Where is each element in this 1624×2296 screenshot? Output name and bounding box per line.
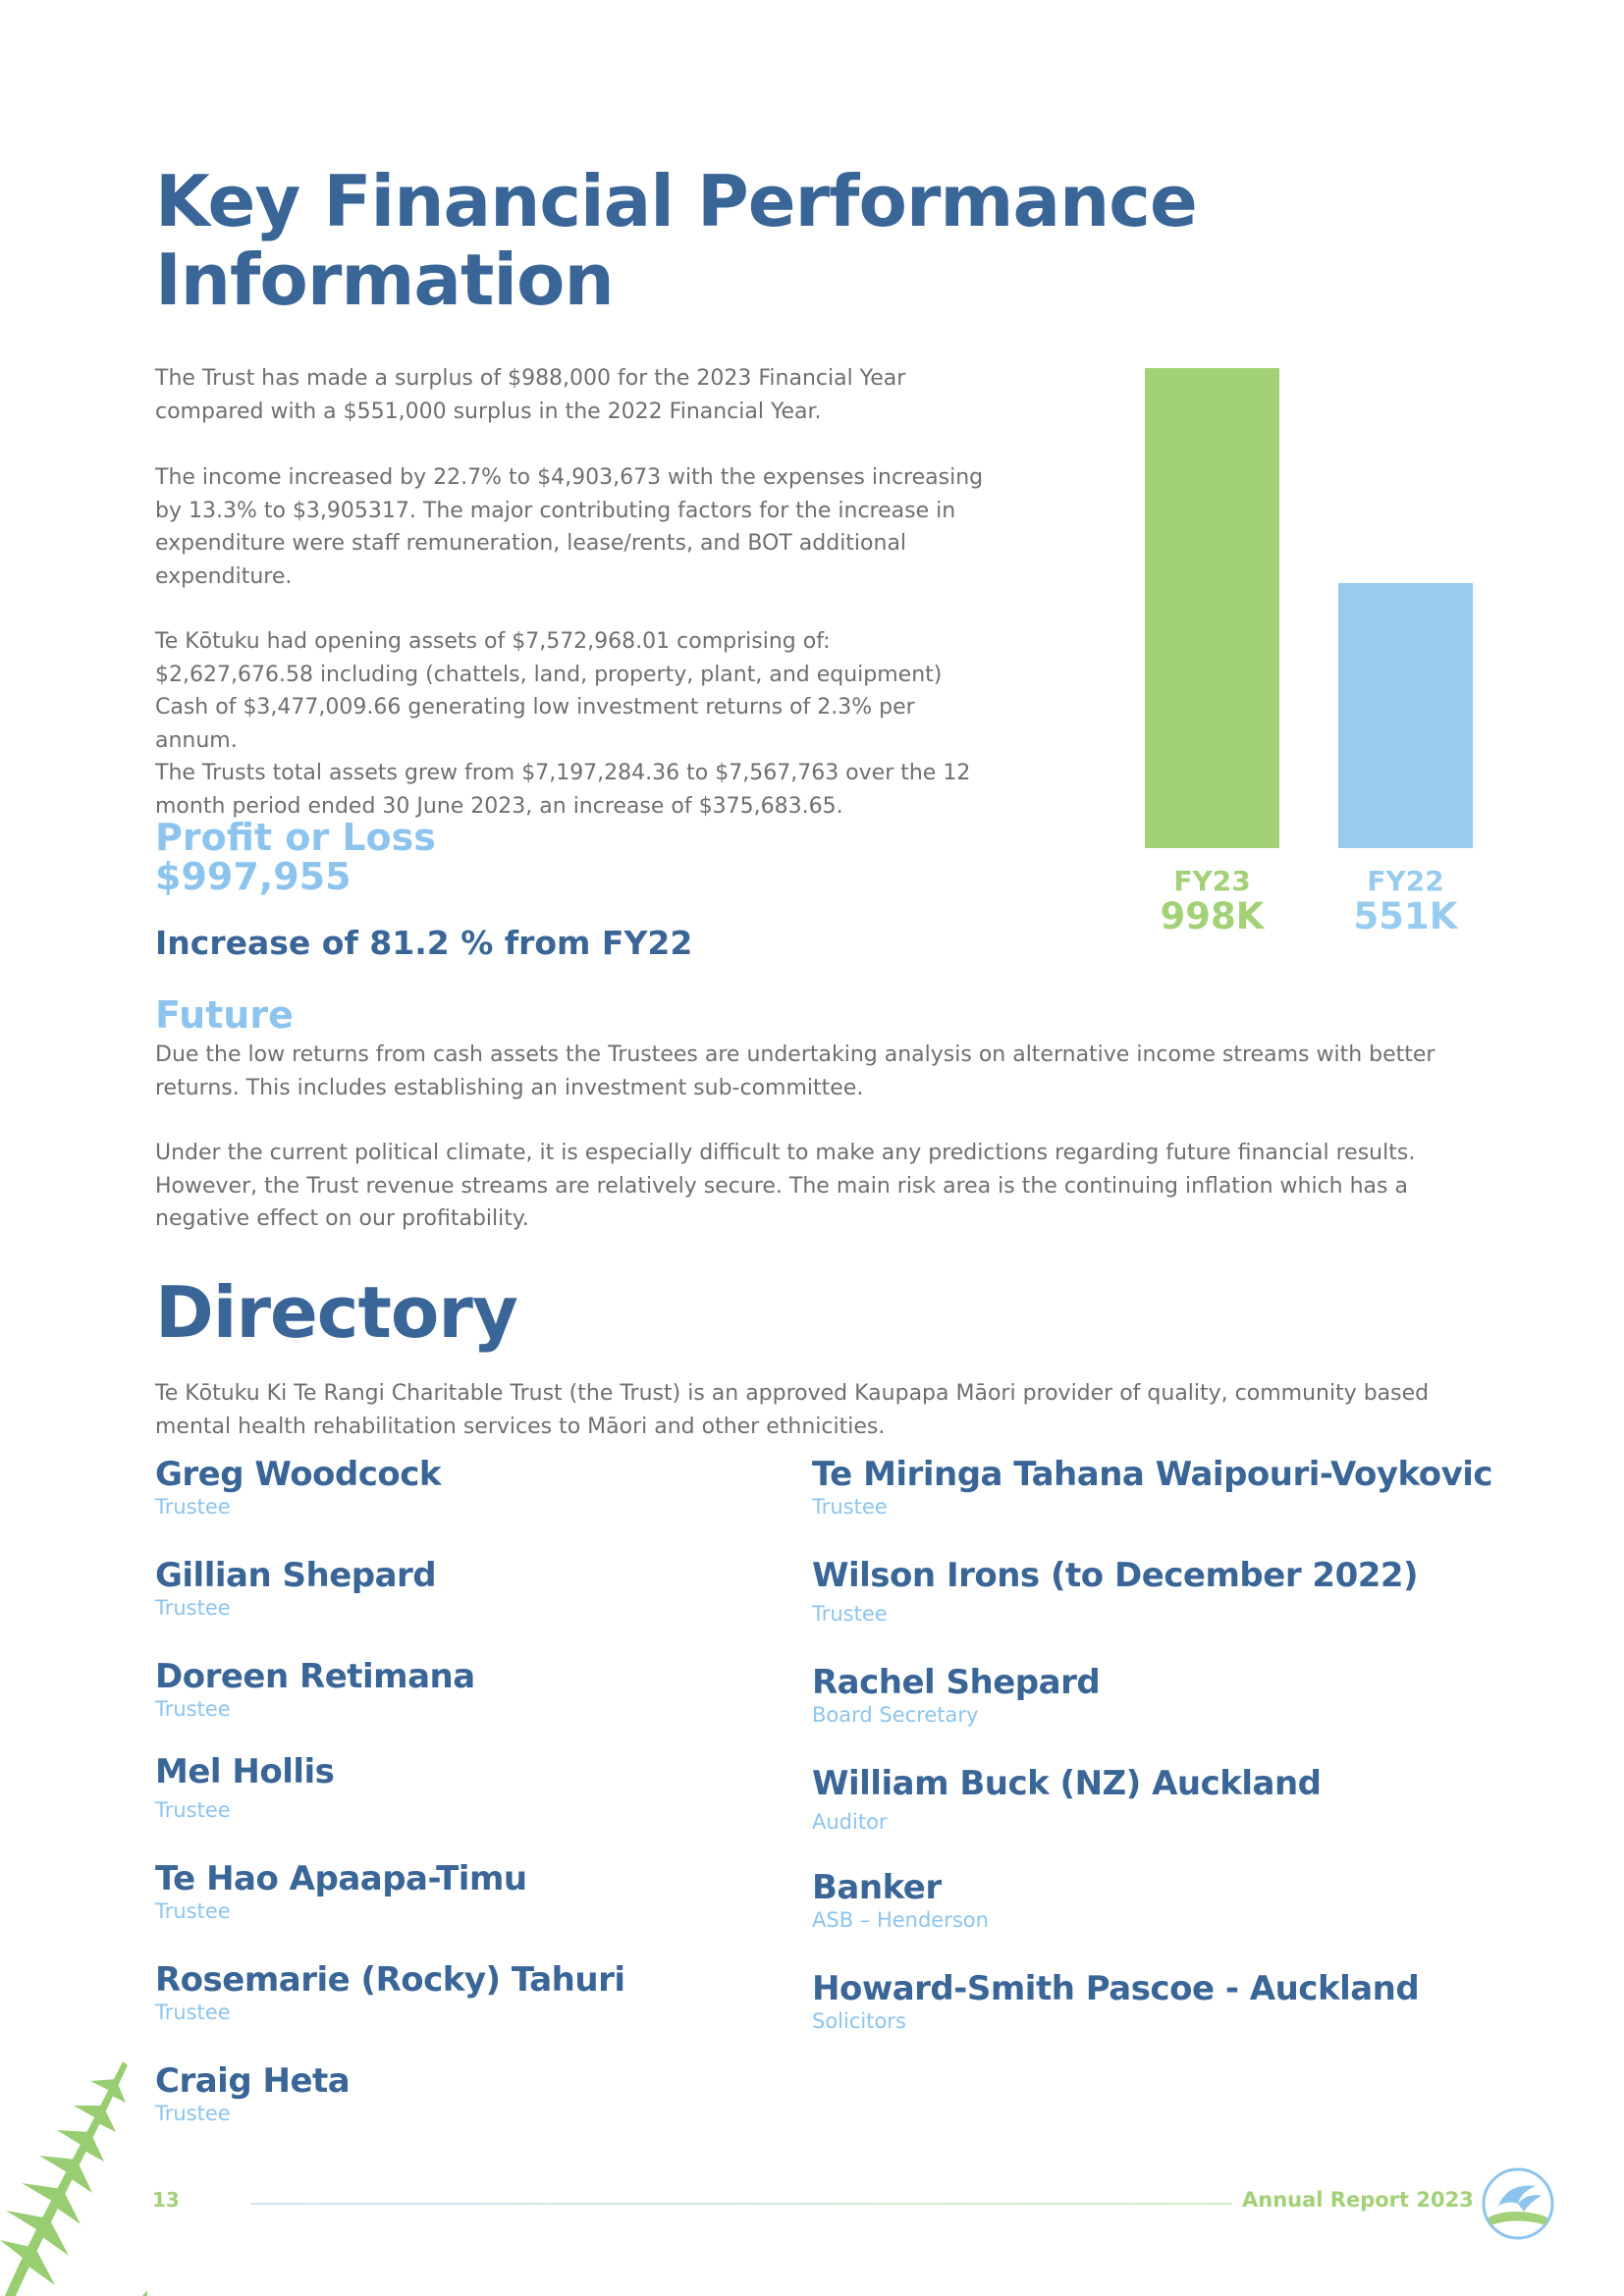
- footer-report-title: Annual Report 2023: [1242, 2188, 1474, 2212]
- directory-name: Rachel Shepard: [812, 1663, 1101, 1702]
- directory-entry: [812, 1764, 1322, 1835]
- fern-leaf-icon: [0, 2052, 147, 2296]
- intro-paragraph-1: The Trust has made a surplus of $988,000 for the 2023 Financial Year compared with a $551,000 surplus in the 2022 Financial Year.: [155, 366, 906, 424]
- directory-name: Banker: [812, 1868, 942, 1907]
- directory-name: Mel Hollis: [155, 1752, 335, 1791]
- directory-entry: [812, 1663, 1100, 1728]
- bar-fy22: [1338, 583, 1473, 848]
- directory-name: Te Hao Apaapa-Timu: [155, 1859, 527, 1898]
- directory-name: Wilson Irons (to December 2022): [812, 1556, 1419, 1595]
- directory-entry: [155, 1657, 475, 1722]
- directory-entry: [812, 1969, 1419, 2034]
- page-number: 13: [152, 2188, 180, 2212]
- directory-role: Trustee: [155, 2001, 231, 2024]
- intro-paragraph-3: Te Kōtuku had opening assets of $7,572,968.01 comprising of: $2,627,676.58 including (chattels, land, property, plant, and equipment) Cash of $3,477,009.66 generating low investment returns of 2.3% per annum. The Trusts total assets grew from $7,197,284.36 to $7,567,763 over the 12 month period ended 30 June 2023, an increase of $375,683.65.: [155, 629, 971, 819]
- directory-role: Trustee: [155, 1798, 231, 1822]
- directory-name: William Buck (NZ) Auckland: [812, 1764, 1322, 1803]
- page-title-line2: Information: [155, 239, 614, 321]
- profit-title: Profit or Loss: [155, 816, 436, 859]
- future-title: Future: [155, 993, 294, 1037]
- bar-label-fy22: FY22: [1367, 865, 1444, 897]
- footer-divider: [250, 2203, 1232, 2205]
- directory-role: Trustee: [155, 1899, 231, 1923]
- directory-entry: [812, 1556, 1418, 1627]
- directory-role: Trustee: [155, 1596, 231, 1620]
- directory-name: Te Miringa Tahana Waipouri-Voykovic: [812, 1455, 1493, 1494]
- directory-title: Directory: [155, 1271, 517, 1354]
- directory-entry: [155, 1556, 436, 1621]
- directory-intro: Te Kōtuku Ki Te Rangi Charitable Trust (the Trust) is an approved Kaupapa Māori provider of quality, community based mental health rehabilitation services to Māori and other ethnicities.: [155, 1381, 1430, 1439]
- directory-entry: [812, 1868, 989, 1933]
- bar-value-fy22: 551K: [1353, 895, 1458, 937]
- profit-increase: Increase of 81.2 % from FY22: [155, 924, 693, 962]
- directory-name: Gillian Shepard: [155, 1556, 437, 1595]
- directory-entry: [155, 1752, 334, 1823]
- bar-label-fy23: FY23: [1173, 865, 1251, 897]
- directory-entry: [812, 1455, 1492, 1520]
- page-title-line1: Key Financial Performance: [155, 160, 1197, 242]
- directory-entry: [155, 1960, 625, 2025]
- directory-entry: [155, 1455, 441, 1520]
- directory-entry: [155, 1859, 527, 1924]
- future-paragraph-2: Under the current political climate, it is especially difficult to make any predictions regarding future financial results. However, the Trust revenue streams are relatively secure. The main risk area is the continuing inflation which has a negative effect on our profitability.: [155, 1141, 1416, 1231]
- page-title: [155, 162, 1197, 319]
- directory-role: ASB – Henderson: [812, 1908, 989, 1932]
- directory-name: Doreen Retimana: [155, 1657, 475, 1696]
- directory-role: Trustee: [812, 1495, 888, 1519]
- directory-name: Rosemarie (Rocky) Tahuri: [155, 1960, 625, 2000]
- profit-amount: $997,955: [155, 855, 352, 898]
- surplus-bar-chart: [1129, 363, 1502, 952]
- directory-role: Trustee: [812, 1602, 888, 1626]
- bar-value-fy23: 998K: [1160, 895, 1265, 937]
- future-paragraph-1: Due the low returns from cash assets the Trustees are undertaking analysis on alternative income streams with better returns. This includes establishing an investment sub-committee.: [155, 1042, 1435, 1100]
- directory-name: Craig Heta: [155, 2061, 351, 2101]
- directory-role: Trustee: [155, 1697, 231, 1721]
- directory-name: Howard-Smith Pascoe - Auckland: [812, 1969, 1420, 2008]
- intro-paragraph-2: The income increased by 22.7% to $4,903,673 with the expenses increasing by 13.3% to $3,905317. The major contributing factors for the increase in expenditure were staff remuneration, lease/rents, and BOT additional expenditure.: [155, 465, 984, 589]
- directory-entry: [155, 2061, 350, 2126]
- directory-role: Board Secretary: [812, 1703, 979, 1727]
- directory-role: Trustee: [155, 2102, 231, 2125]
- directory-name: Greg Woodcock: [155, 1455, 442, 1494]
- bar-fy23: [1145, 368, 1279, 848]
- directory-role: Solicitors: [812, 2009, 906, 2033]
- directory-role: Trustee: [155, 1495, 231, 1519]
- kotuku-bird-logo-icon: [1481, 2166, 1555, 2241]
- directory-role: Auditor: [812, 1810, 888, 1834]
